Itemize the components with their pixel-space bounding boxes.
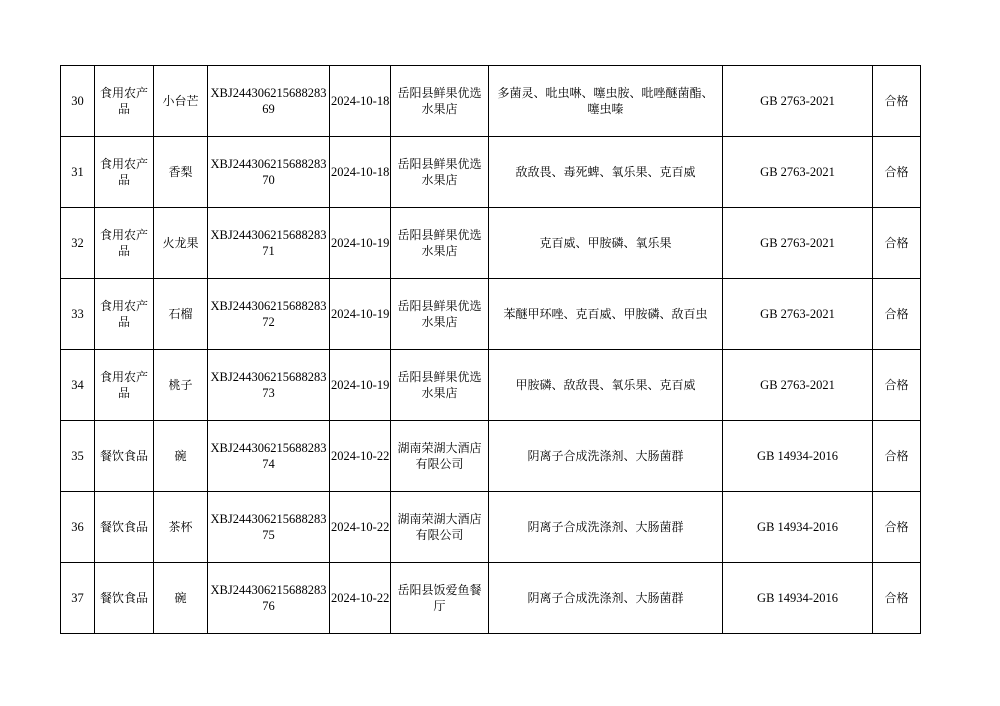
- cell-sampled-unit: 岳阳县鲜果优选水果店: [391, 208, 489, 279]
- table-body: [61, 66, 921, 634]
- cell-serial-number: 35: [61, 421, 95, 492]
- cell-food-category: 餐饮食品: [95, 421, 154, 492]
- cell-product-name: 小台芒: [154, 66, 208, 137]
- cell-food-category: 食用农产品: [95, 66, 154, 137]
- cell-result: 合格: [873, 66, 921, 137]
- table-row: [61, 350, 921, 421]
- cell-inspection-items: 阴离子合成洗涤剂、大肠菌群: [489, 421, 723, 492]
- cell-food-category: 食用农产品: [95, 350, 154, 421]
- cell-sampling-date: 2024-10-19: [330, 208, 391, 279]
- cell-result: 合格: [873, 492, 921, 563]
- cell-sampling-date: 2024-10-22: [330, 563, 391, 634]
- cell-inspection-items: 甲胺磷、敌敌畏、氧乐果、克百威: [489, 350, 723, 421]
- cell-sampling-date: 2024-10-19: [330, 350, 391, 421]
- cell-sampled-unit: 岳阳县鲜果优选水果店: [391, 137, 489, 208]
- cell-food-category: 食用农产品: [95, 137, 154, 208]
- cell-sample-code: XBJ24430621568828376: [208, 563, 330, 634]
- cell-standard: GB 2763-2021: [723, 137, 873, 208]
- cell-sampled-unit: 湖南荣湖大酒店有限公司: [391, 421, 489, 492]
- table-row: [61, 421, 921, 492]
- cell-sample-code: XBJ24430621568828373: [208, 350, 330, 421]
- cell-result: 合格: [873, 421, 921, 492]
- cell-product-name: 碗: [154, 563, 208, 634]
- cell-sampled-unit: 岳阳县鲜果优选水果店: [391, 279, 489, 350]
- cell-standard: GB 14934-2016: [723, 563, 873, 634]
- cell-standard: GB 2763-2021: [723, 279, 873, 350]
- cell-food-category: 餐饮食品: [95, 492, 154, 563]
- cell-inspection-items: 苯醚甲环唑、克百威、甲胺磷、敌百虫: [489, 279, 723, 350]
- cell-serial-number: 36: [61, 492, 95, 563]
- cell-serial-number: 37: [61, 563, 95, 634]
- cell-result: 合格: [873, 208, 921, 279]
- cell-serial-number: 30: [61, 66, 95, 137]
- cell-sampled-unit: 岳阳县鲜果优选水果店: [391, 66, 489, 137]
- cell-result: 合格: [873, 279, 921, 350]
- cell-result: 合格: [873, 137, 921, 208]
- table-row: [61, 66, 921, 137]
- cell-product-name: 碗: [154, 421, 208, 492]
- cell-sample-code: XBJ24430621568828369: [208, 66, 330, 137]
- table-row: [61, 137, 921, 208]
- cell-result: 合格: [873, 563, 921, 634]
- cell-product-name: 茶杯: [154, 492, 208, 563]
- cell-sampled-unit: 岳阳县鲜果优选水果店: [391, 350, 489, 421]
- cell-sampling-date: 2024-10-22: [330, 421, 391, 492]
- cell-food-category: 食用农产品: [95, 279, 154, 350]
- cell-inspection-items: 多菌灵、吡虫啉、噻虫胺、吡唑醚菌酯、噻虫嗪: [489, 66, 723, 137]
- cell-standard: GB 14934-2016: [723, 492, 873, 563]
- cell-sample-code: XBJ24430621568828371: [208, 208, 330, 279]
- inspection-results-table: [60, 65, 921, 634]
- cell-standard: GB 14934-2016: [723, 421, 873, 492]
- cell-sample-code: XBJ24430621568828370: [208, 137, 330, 208]
- table-row: [61, 279, 921, 350]
- cell-serial-number: 31: [61, 137, 95, 208]
- cell-standard: GB 2763-2021: [723, 350, 873, 421]
- cell-inspection-items: 阴离子合成洗涤剂、大肠菌群: [489, 492, 723, 563]
- cell-sample-code: XBJ24430621568828375: [208, 492, 330, 563]
- table-row: [61, 563, 921, 634]
- cell-product-name: 香梨: [154, 137, 208, 208]
- cell-sampling-date: 2024-10-22: [330, 492, 391, 563]
- cell-standard: GB 2763-2021: [723, 66, 873, 137]
- cell-standard: GB 2763-2021: [723, 208, 873, 279]
- cell-result: 合格: [873, 350, 921, 421]
- table-row: [61, 492, 921, 563]
- cell-product-name: 石榴: [154, 279, 208, 350]
- cell-sampled-unit: 岳阳县饭爱鱼餐厅: [391, 563, 489, 634]
- table-row: [61, 208, 921, 279]
- cell-inspection-items: 敌敌畏、毒死蜱、氧乐果、克百威: [489, 137, 723, 208]
- cell-serial-number: 34: [61, 350, 95, 421]
- cell-serial-number: 33: [61, 279, 95, 350]
- cell-inspection-items: 阴离子合成洗涤剂、大肠菌群: [489, 563, 723, 634]
- cell-inspection-items: 克百威、甲胺磷、氧乐果: [489, 208, 723, 279]
- cell-serial-number: 32: [61, 208, 95, 279]
- cell-sampling-date: 2024-10-19: [330, 279, 391, 350]
- cell-food-category: 餐饮食品: [95, 563, 154, 634]
- cell-sampling-date: 2024-10-18: [330, 137, 391, 208]
- cell-food-category: 食用农产品: [95, 208, 154, 279]
- cell-sample-code: XBJ24430621568828372: [208, 279, 330, 350]
- cell-product-name: 火龙果: [154, 208, 208, 279]
- cell-sample-code: XBJ24430621568828374: [208, 421, 330, 492]
- cell-sampled-unit: 湖南荣湖大酒店有限公司: [391, 492, 489, 563]
- cell-product-name: 桃子: [154, 350, 208, 421]
- cell-sampling-date: 2024-10-18: [330, 66, 391, 137]
